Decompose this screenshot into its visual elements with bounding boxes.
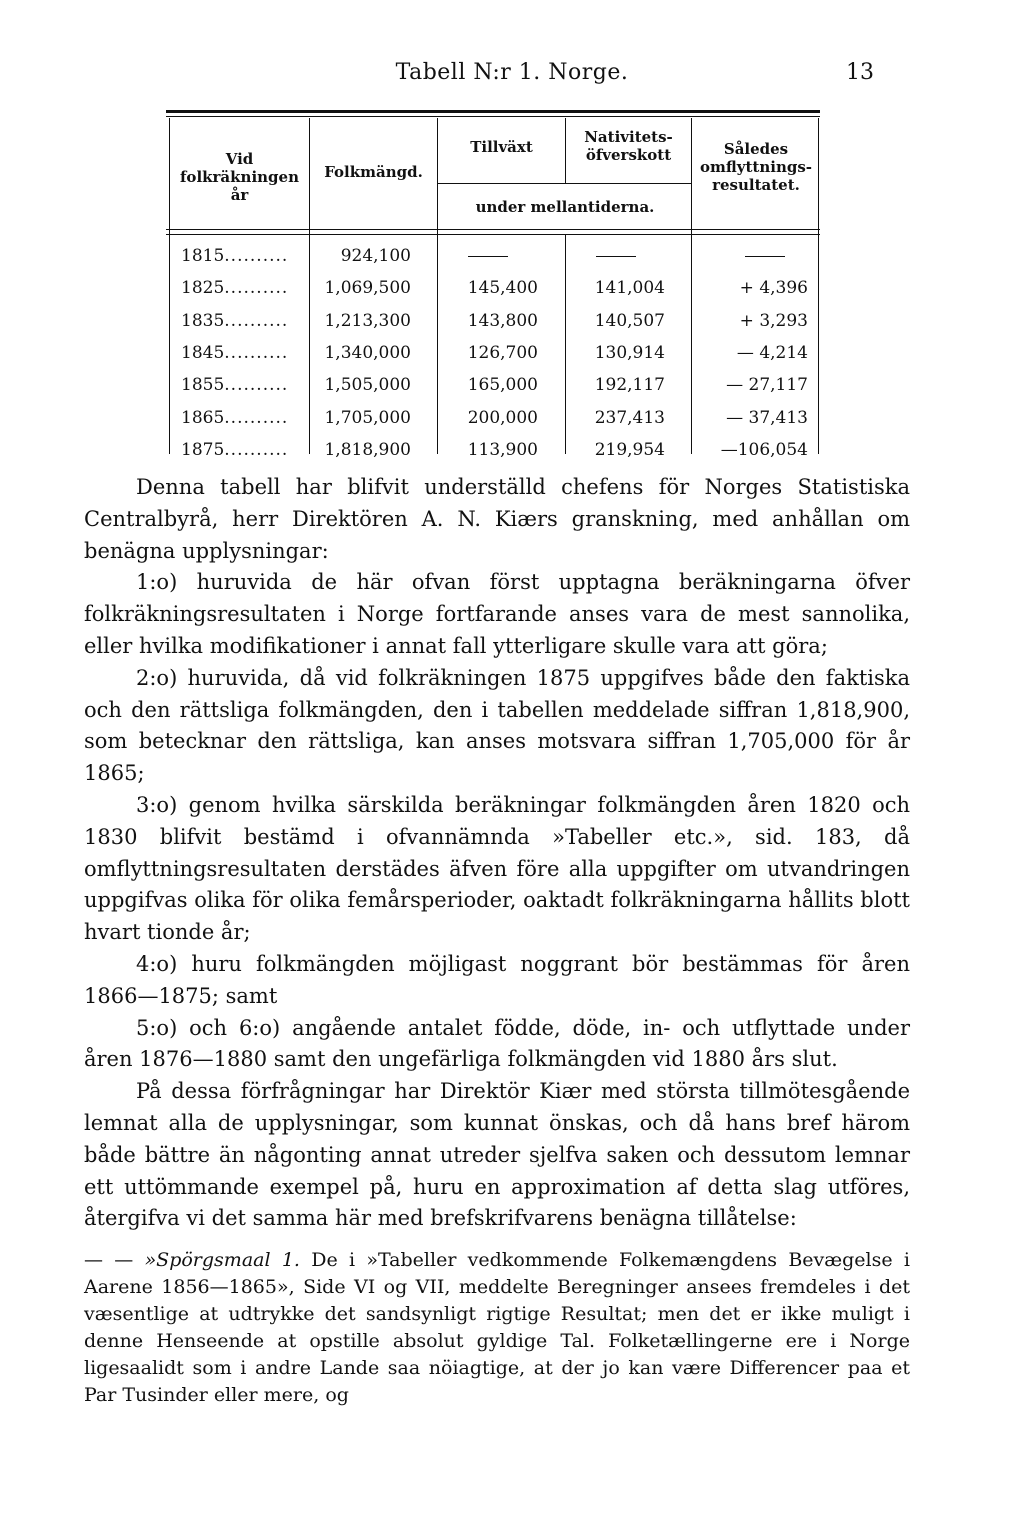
paragraph: Denna tabell har blifvit underställd chefens för Norges Statistiska Centralbyrå, herr Direktören A. N. Kiærs granskning, med anhållan om benägna upplysningar: [84,475,910,563]
table-vline [691,118,692,454]
row-year [181,311,311,331]
cell-tillvaxt: 126,700 [467,342,538,363]
year-label: 1825 [181,278,225,299]
row-year [181,440,311,460]
page-title: Tabell N:r 1. Norge. [395,60,629,85]
cell-result: — 27,117 [726,375,808,396]
cell-folkmangd: 1,705,000 [324,407,411,428]
table-vline [565,118,566,184]
year-label: 1815 [181,246,225,266]
header-nativitet: Nativitets-öfverskott [584,128,673,164]
cell-result: — 37,413 [726,407,808,428]
leader-dots: .......... [224,310,289,331]
letter-text: De i »Tabeller vedkommende Folkemængdens Bevægelse i Aarene 1856—1865», Side VI og VII, meddelte Beregninger ansees fremdeles i det væsentlige at udtrykke det sandsynligt rigtige Resultat; men det er ikke muligt i denne Henseende at opstille absolut gyldige Tal. Folketællingerne ere i Norge ligesaalidt som i andre Lande saa nöiagtige, at der jo kan være Differencer paa et Par Tusinder eller mere, og [84,1249,910,1406]
quoted-letter [84,1247,910,1409]
cell-folkmangd: 1,340,000 [324,342,411,363]
header-result: Således omflyttnings-resultatet. [699,140,813,194]
table-top-rule-thin [166,116,820,117]
cell-result: — 4,214 [736,342,808,363]
cell-nativitet: 219,954 [594,439,665,460]
row-year [181,278,311,298]
header-under: under mellantiderna. [475,198,655,216]
header-folkmangd: Folkmängd. [324,163,423,181]
cell-result: —106,054 [720,439,808,460]
header-tillvaxt: Tillväxt [470,138,533,156]
cell-tillvaxt: 200,000 [467,407,538,428]
paragraph: 1:o) huruvida de här ofvan först upptagna beräkningarna öfver folkräkningsresultaten i Norge fortfarande anses vara de mest sannolika, eller hvilka modifikationer i annat fall ytterligare skulle vara att göra; [84,570,910,658]
row-year [181,375,311,395]
leader-dots: .......... [224,407,289,428]
leader-dots: .......... [224,342,289,363]
cell-tillvaxt: 113,900 [467,439,538,460]
row-year [181,246,311,266]
lead-dashes: — — [84,1249,134,1271]
paragraph: 4:o) huru folkmängden möjligast noggrant bör bestämmas för åren 1866—1875; samt [84,951,910,1008]
table-header-rule-thin [166,234,820,235]
leader-dots: .......... [224,246,289,266]
leader-dots: .......... [224,278,289,299]
year-label: 1865 [181,407,225,428]
table-header-rule [166,229,820,230]
table-vline [169,118,170,454]
page-number: 13 [846,60,874,85]
year-label: 1835 [181,310,225,331]
cell-nativitet: 140,507 [594,310,665,331]
paragraph: 3:o) genom hvilka särskilda beräkningar folkmängden åren 1820 och 1830 blifvit bestämd i ofvannämnda »Tabeller etc.», sid. 183, då omflyttningsresultaten derstädes äfven före alla uppgifter om utvandringen uppgifvas olika för olika femårsperioder, oaktadt folkräkningarna hållits blott hvart tionde år; [84,792,910,945]
letter-paragraph [84,1247,910,1409]
row-year [181,343,311,363]
leader-dots: .......... [224,375,289,396]
leader-dots: .......... [224,439,289,460]
empty-cell-dash [745,256,785,257]
cell-folkmangd: 1,505,000 [324,375,411,396]
cell-folkmangd: 1,069,500 [324,278,411,299]
cell-folkmangd: 1,818,900 [324,439,411,460]
year-label: 1845 [181,342,225,363]
table-vline [437,118,438,454]
subheader-rule [437,183,691,184]
cell-tillvaxt: 165,000 [467,375,538,396]
cell-nativitet: 237,413 [594,407,665,428]
row-year [181,408,311,428]
cell-nativitet: 141,004 [594,278,665,299]
cell-tillvaxt: 143,800 [467,310,538,331]
cell-tillvaxt: 145,400 [467,278,538,299]
cell-nativitet: 192,117 [594,375,665,396]
empty-cell-dash [596,256,636,257]
body-text [84,472,910,1235]
cell-result: + 4,396 [739,278,808,299]
table-vline [818,118,819,454]
table-top-rule [166,110,820,113]
cell-nativitet: 130,914 [594,342,665,363]
cell-folkmangd: 1,213,300 [324,310,411,331]
year-label: 1855 [181,375,225,396]
header-year: Vid folkräkningen år [179,150,299,204]
cell-result: + 3,293 [739,310,808,331]
paragraph: På dessa förfrågningar har Direktör Kiær med största tillmötesgående lemnat alla de upplysningar, som kunnat önskas, och då hans bref härom både bättre än någonting annat utreder sjelfva saken och dessutom lemnar ett uttömmande exempel på, huru en approximation af detta slag utföres, återgifva vi det samma här med brefskrifvarens benägna tillåtelse: [84,1079,910,1231]
paragraph: 5:o) och 6:o) angående antalet födde, döde, in- och utflyttade under åren 1876—1880 samt den ungefärliga folkmängden vid 1880 års slut. [84,1015,910,1072]
empty-cell-dash [468,256,508,257]
paragraph: 2:o) huruvida, då vid folkräkningen 1875 uppgifves både den faktiska och den rättsliga folkmängden, den i tabellen meddelade siffran 1,818,900, som betecknar den rättsliga, kan anses motsvara siffran 1,705,000 för år 1865; [84,665,910,786]
year-label: 1875 [181,439,225,460]
question-label: »Spörgsmaal 1. [144,1249,300,1271]
cell-folkmangd: 924,100 [340,246,411,266]
